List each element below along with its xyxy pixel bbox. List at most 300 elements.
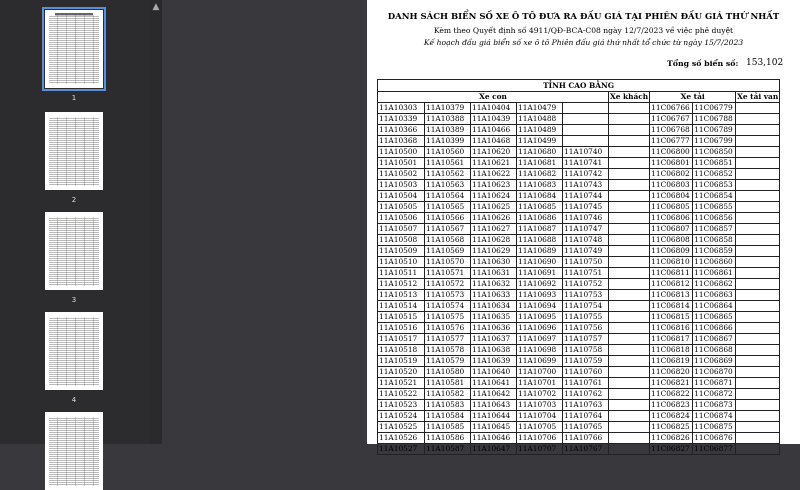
plate-cell: 11A10686 <box>517 213 563 224</box>
plate-cell <box>609 367 650 378</box>
plate-cell: 11A10501 <box>378 158 425 169</box>
plate-cell: 11A10514 <box>378 301 425 312</box>
plate-cell: 11C06812 <box>650 279 693 290</box>
plate-cell: 11A10515 <box>378 312 425 323</box>
plate-cell <box>609 180 650 191</box>
plate-cell: 11A10645 <box>471 422 517 433</box>
plate-cell: 11A10685 <box>517 202 563 213</box>
plate-cell: 11A10577 <box>425 334 471 345</box>
page-thumbnail-4[interactable] <box>45 312 103 404</box>
plate-cell <box>736 378 780 389</box>
total-value: 153,102 <box>746 58 784 68</box>
plate-cell <box>563 114 609 125</box>
plate-cell: 11A10633 <box>471 290 517 301</box>
plate-cell <box>736 301 780 312</box>
plate-cell: 11A10740 <box>563 147 609 158</box>
plate-cell: 11C06877 <box>693 444 736 455</box>
plate-cell <box>736 444 780 455</box>
plate-cell <box>736 103 780 114</box>
plate-cell: 11A10622 <box>471 169 517 180</box>
plate-cell <box>609 301 650 312</box>
page-thumbnail-2[interactable] <box>45 112 103 204</box>
plate-cell: 11A10625 <box>471 202 517 213</box>
plate-cell: 11C06858 <box>693 235 736 246</box>
plate-cell: 11A10690 <box>517 257 563 268</box>
plate-cell <box>609 345 650 356</box>
plate-cell: 11A10707 <box>517 444 563 455</box>
table-row <box>378 444 780 455</box>
plate-cell: 11C06867 <box>693 334 736 345</box>
plate-cell: 11A10743 <box>563 180 609 191</box>
plate-cell: 11A10764 <box>563 411 609 422</box>
plate-cell: 11A10624 <box>471 191 517 202</box>
plate-cell <box>736 389 780 400</box>
plate-cell: 11A10628 <box>471 235 517 246</box>
plate-cell: 11C06768 <box>650 125 693 136</box>
plate-cell <box>609 158 650 169</box>
plate-cell: 11C06866 <box>693 323 736 334</box>
plate-cell: 11A10629 <box>471 246 517 257</box>
plate-cell: 11A10511 <box>378 268 425 279</box>
plate-cell: 11C06873 <box>693 400 736 411</box>
table-row <box>378 257 780 268</box>
plate-cell: 11C06799 <box>693 136 736 147</box>
column-header-xe-tai: Xe tải <box>650 92 736 103</box>
plate-cell: 11A10742 <box>563 169 609 180</box>
plate-cell <box>563 103 609 114</box>
plate-cell: 11A10527 <box>378 444 425 455</box>
plate-cell: 11A10519 <box>378 356 425 367</box>
table-row <box>378 235 780 246</box>
plate-cell <box>736 136 780 147</box>
plate-cell: 11A10634 <box>471 301 517 312</box>
plate-cell: 11C06814 <box>650 301 693 312</box>
plate-cell: 11A10681 <box>517 158 563 169</box>
plate-cell: 11A10379 <box>425 103 471 114</box>
plate-cell: 11C06803 <box>650 180 693 191</box>
plate-cell: 11A10689 <box>517 246 563 257</box>
plate-cell: 11C06779 <box>693 103 736 114</box>
plate-cell: 11A10631 <box>471 268 517 279</box>
plate-cell: 11A10754 <box>563 301 609 312</box>
table-row <box>378 367 780 378</box>
plate-cell: 11A10506 <box>378 213 425 224</box>
plate-cell: 11C06854 <box>693 191 736 202</box>
plate-cell <box>736 224 780 235</box>
plate-cell <box>609 125 650 136</box>
plate-cell <box>609 147 650 158</box>
plate-cell: 11A10503 <box>378 180 425 191</box>
plate-cell: 11A10526 <box>378 433 425 444</box>
plate-cell: 11A10745 <box>563 202 609 213</box>
plate-cell: 11A10746 <box>563 213 609 224</box>
plate-cell <box>609 257 650 268</box>
plate-cell: 11C06874 <box>693 411 736 422</box>
plate-cell: 11A10580 <box>425 367 471 378</box>
plate-cell: 11A10505 <box>378 202 425 213</box>
pdf-page <box>367 0 800 453</box>
plate-cell: 11A10570 <box>425 257 471 268</box>
plate-cell: 11A10704 <box>517 411 563 422</box>
plate-cell: 11A10636 <box>471 323 517 334</box>
plate-cell: 11C06800 <box>650 147 693 158</box>
plate-cell: 11A10568 <box>425 235 471 246</box>
plate-cell <box>609 268 650 279</box>
plate-cell: 11C06851 <box>693 158 736 169</box>
table-row <box>378 400 780 411</box>
plate-cell <box>563 125 609 136</box>
plate-cell: 11A10523 <box>378 400 425 411</box>
plate-cell <box>609 378 650 389</box>
plate-cell <box>736 356 780 367</box>
plate-cell: 11A10404 <box>471 103 517 114</box>
plate-cell: 11C06852 <box>693 169 736 180</box>
plate-cell: 11A10517 <box>378 334 425 345</box>
column-header-xe-khach: Xe khách <box>610 92 649 101</box>
plate-cell: 11A10705 <box>517 422 563 433</box>
table-row <box>378 290 780 301</box>
plate-cell: 11A10586 <box>425 433 471 444</box>
plate-cell: 11A10750 <box>563 257 609 268</box>
plate-cell <box>736 433 780 444</box>
plate-cell: 11A10479 <box>517 103 563 114</box>
plate-cell: 11A10638 <box>471 345 517 356</box>
table-row <box>378 323 780 334</box>
plate-cell <box>736 180 780 191</box>
plate-cell: 11A10759 <box>563 356 609 367</box>
plate-cell <box>736 334 780 345</box>
plate-cell: 11A10569 <box>425 246 471 257</box>
plate-cell: 11A10642 <box>471 389 517 400</box>
plate-cell: 11A10680 <box>517 147 563 158</box>
plate-cell: 11A10760 <box>563 367 609 378</box>
plate-cell <box>609 202 650 213</box>
plate-cell: 11A10692 <box>517 279 563 290</box>
plate-cell: 11C06816 <box>650 323 693 334</box>
plate-cell <box>736 279 780 290</box>
plate-cell <box>736 147 780 158</box>
plate-cell: 11A10744 <box>563 191 609 202</box>
plate-cell: 11C06806 <box>650 213 693 224</box>
plate-cell: 11A10751 <box>563 268 609 279</box>
thumbnail-sidebar <box>0 0 150 444</box>
plate-cell: 11C06859 <box>693 246 736 257</box>
plate-cell: 11A10639 <box>471 356 517 367</box>
plate-cell: 11A10502 <box>378 169 425 180</box>
plate-cell: 11A10567 <box>425 224 471 235</box>
table-row <box>378 411 780 422</box>
plate-cell: 11A10701 <box>517 378 563 389</box>
plate-cell <box>609 235 650 246</box>
thumbnail-image <box>45 10 103 88</box>
plate-cell <box>609 411 650 422</box>
plate-cell <box>736 114 780 125</box>
plate-cell: 11A10468 <box>471 136 517 147</box>
plate-cell <box>609 191 650 202</box>
table-row <box>378 389 780 400</box>
plate-cell <box>609 356 650 367</box>
plate-cell <box>736 169 780 180</box>
plate-cell: 11A10507 <box>378 224 425 235</box>
document-plan-note: Kế hoạch đấu giá biển số xe ô tô Phiên đấu giá thứ nhất tổ chức từ ngày 15/7/2023 <box>423 38 744 47</box>
plate-cell: 11C06815 <box>650 312 693 323</box>
plate-cell: 11C06808 <box>650 235 693 246</box>
plate-cell: 11C06804 <box>650 191 693 202</box>
table-row <box>378 147 780 158</box>
plate-cell: 11A10766 <box>563 433 609 444</box>
plate-cell: 11A10366 <box>378 125 425 136</box>
plate-cell: 11C06823 <box>650 400 693 411</box>
plate-cell <box>736 422 780 433</box>
plate-cell <box>736 202 780 213</box>
table-row <box>378 136 780 147</box>
plate-cell: 11C06860 <box>693 257 736 268</box>
plate-cell: 11A10525 <box>378 422 425 433</box>
plate-cell: 11A10687 <box>517 224 563 235</box>
table-row <box>378 301 780 312</box>
plate-cell: 11A10626 <box>471 213 517 224</box>
plate-cell: 11A10691 <box>517 268 563 279</box>
plate-cell: 11A10512 <box>378 279 425 290</box>
plate-cell: 11A10753 <box>563 290 609 301</box>
plate-cell: 11A10623 <box>471 180 517 191</box>
plate-cell: 11A10630 <box>471 257 517 268</box>
plate-cell: 11A10399 <box>425 136 471 147</box>
table-row <box>378 213 780 224</box>
plate-cell: 11A10762 <box>563 389 609 400</box>
plate-cell <box>609 213 650 224</box>
plate-cell: 11A10562 <box>425 169 471 180</box>
plate-cell: 11A10741 <box>563 158 609 169</box>
plate-cell: 11A10702 <box>517 389 563 400</box>
plate-cell: 11A10521 <box>378 378 425 389</box>
plate-cell: 11C06853 <box>693 180 736 191</box>
plate-cell <box>736 367 780 378</box>
plate-cell: 11A10700 <box>517 367 563 378</box>
plate-cell: 11A10748 <box>563 235 609 246</box>
plate-cell: 11A10646 <box>471 433 517 444</box>
sidebar-scrollbar[interactable] <box>150 0 162 444</box>
plate-cell: 11C06810 <box>650 257 693 268</box>
plate-cell: 11A10694 <box>517 301 563 312</box>
plate-cell: 11A10756 <box>563 323 609 334</box>
plate-cell: 11A10697 <box>517 334 563 345</box>
plate-cell <box>736 246 780 257</box>
plate-cell: 11C06766 <box>650 103 693 114</box>
plate-cell: 11A10752 <box>563 279 609 290</box>
plate-cell: 11A10504 <box>378 191 425 202</box>
plate-cell: 11A10561 <box>425 158 471 169</box>
plate-cell: 11C06871 <box>693 378 736 389</box>
plate-cell <box>736 268 780 279</box>
plate-cell: 11A10489 <box>517 125 563 136</box>
plate-cell: 11A10696 <box>517 323 563 334</box>
plate-cell: 11A10755 <box>563 312 609 323</box>
plate-cell: 11A10620 <box>471 147 517 158</box>
plate-cell: 11C06865 <box>693 312 736 323</box>
plate-cell: 11A10698 <box>517 345 563 356</box>
plate-cell: 11A10647 <box>471 444 517 455</box>
plate-cell <box>736 191 780 202</box>
plate-cell: 11C06807 <box>650 224 693 235</box>
plate-cell: 11A10566 <box>425 213 471 224</box>
table-row <box>378 422 780 433</box>
plate-cell: 11A10635 <box>471 312 517 323</box>
plate-cell <box>609 323 650 334</box>
plate-cell <box>609 169 650 180</box>
plate-cell: 11A10683 <box>517 180 563 191</box>
plate-cell <box>736 345 780 356</box>
plate-cell: 11A10643 <box>471 400 517 411</box>
plate-cell: 11C06777 <box>650 136 693 147</box>
page-thumbnail-3[interactable] <box>45 212 103 304</box>
plate-cell: 11C06857 <box>693 224 736 235</box>
plate-cell: 11A10699 <box>517 356 563 367</box>
plate-cell: 11A10695 <box>517 312 563 323</box>
table-row <box>378 224 780 235</box>
table-row <box>378 378 780 389</box>
plate-cell <box>736 323 780 334</box>
document-viewer[interactable] <box>162 0 800 453</box>
plate-cell: 11A10587 <box>425 444 471 455</box>
plate-cell: 11A10640 <box>471 367 517 378</box>
plate-cell <box>609 444 650 455</box>
table-row <box>378 356 780 367</box>
thumbnail-image <box>45 312 103 390</box>
plate-cell: 11A10522 <box>378 389 425 400</box>
thumbnail-image <box>45 412 103 490</box>
plate-cell: 11A10565 <box>425 202 471 213</box>
plate-cell: 11A10579 <box>425 356 471 367</box>
plate-cell: 11C06819 <box>650 356 693 367</box>
plate-cell: 11A10582 <box>425 389 471 400</box>
plate-cell: 11C06813 <box>650 290 693 301</box>
table-row <box>378 202 780 213</box>
plate-cell: 11A10576 <box>425 323 471 334</box>
plate-cell: 11A10303 <box>378 103 425 114</box>
plate-cell: 11C06863 <box>693 290 736 301</box>
plate-cell: 11A10389 <box>425 125 471 136</box>
plate-cell: 11C06826 <box>650 433 693 444</box>
plate-cell: 11A10508 <box>378 235 425 246</box>
plate-cell: 11C06825 <box>650 422 693 433</box>
plate-cell: 11A10572 <box>425 279 471 290</box>
plate-cell: 11C06869 <box>693 356 736 367</box>
plate-cell: 11A10763 <box>563 400 609 411</box>
plate-cell: 11C06856 <box>693 213 736 224</box>
plate-cell: 11A10693 <box>517 290 563 301</box>
plate-cell: 11C06864 <box>693 301 736 312</box>
table-row <box>378 246 780 257</box>
table-row <box>378 114 780 125</box>
plate-cell: 11C06861 <box>693 268 736 279</box>
plate-cell: 11A10575 <box>425 312 471 323</box>
total-label: Tổng số biển số: <box>667 59 739 68</box>
plate-cell <box>736 411 780 422</box>
plate-cell: 11A10488 <box>517 114 563 125</box>
plate-cell: 11C06789 <box>693 125 736 136</box>
plate-cell: 11A10500 <box>378 147 425 158</box>
plate-cell <box>609 290 650 301</box>
plate-cell <box>609 246 650 257</box>
scroll-up-arrow-icon[interactable]: ▲ <box>152 2 160 12</box>
plate-cell <box>609 103 650 114</box>
plate-cell: 11A10621 <box>471 158 517 169</box>
plate-cell <box>609 136 650 147</box>
plate-cell: 11C06868 <box>693 345 736 356</box>
plate-cell <box>609 279 650 290</box>
table-row <box>378 279 780 290</box>
plate-cell <box>609 422 650 433</box>
table-row <box>378 191 780 202</box>
document-subtitle: Kèm theo Quyết định số 4911/QĐ-BCA-C08 ngày 12/7/2023 về việc phê duyệt <box>433 26 734 35</box>
plate-cell: 11C06824 <box>650 411 693 422</box>
plate-cell <box>609 224 650 235</box>
plate-cell: 11C06862 <box>693 279 736 290</box>
plate-cell: 11C06820 <box>650 367 693 378</box>
plate-cell <box>736 235 780 246</box>
table-row <box>378 334 780 345</box>
plate-cell: 11A10644 <box>471 411 517 422</box>
plate-cell: 11A10682 <box>517 169 563 180</box>
plate-cell: 11A10563 <box>425 180 471 191</box>
table-row <box>378 433 780 444</box>
plate-cell <box>736 125 780 136</box>
plate-cell: 11A10510 <box>378 257 425 268</box>
plate-cell: 11A10757 <box>563 334 609 345</box>
plate-cell: 11A10767 <box>563 444 609 455</box>
table-row <box>378 169 780 180</box>
plate-cell: 11C06805 <box>650 202 693 213</box>
page-thumbnail-5-partial[interactable] <box>45 412 103 490</box>
plate-cell: 11C06767 <box>650 114 693 125</box>
plate-cell: 11C06801 <box>650 158 693 169</box>
plate-cell: 11A10571 <box>425 268 471 279</box>
plate-cell: 11A10560 <box>425 147 471 158</box>
plate-cell: 11A10516 <box>378 323 425 334</box>
plate-cell: 11A10513 <box>378 290 425 301</box>
plate-cell: 11A10509 <box>378 246 425 257</box>
plate-cell: 11C06822 <box>650 389 693 400</box>
plate-cell: 11C06809 <box>650 246 693 257</box>
plate-cell: 11C06788 <box>693 114 736 125</box>
plate-cell: 11A10583 <box>425 400 471 411</box>
plate-cell: 11A10758 <box>563 345 609 356</box>
plate-cell: 11C06850 <box>693 147 736 158</box>
plate-cell: 11A10641 <box>471 378 517 389</box>
column-header-xe-con: Xe con <box>378 92 609 103</box>
plate-cell: 11A10520 <box>378 367 425 378</box>
plate-cell: 11A10524 <box>378 411 425 422</box>
plate-cell <box>736 213 780 224</box>
plate-cell: 11C06827 <box>650 444 693 455</box>
plate-cell: 11A10518 <box>378 345 425 356</box>
plate-cell: 11C06855 <box>693 202 736 213</box>
plate-cell <box>609 312 650 323</box>
plate-cell: 11A10706 <box>517 433 563 444</box>
plate-cell <box>736 312 780 323</box>
plate-cell: 11A10439 <box>471 114 517 125</box>
table-row <box>378 312 780 323</box>
plate-cell: 11A10747 <box>563 224 609 235</box>
plate-cell <box>736 257 780 268</box>
plate-cell: 11A10466 <box>471 125 517 136</box>
plate-cell: 11C06870 <box>693 367 736 378</box>
page-thumbnail-1[interactable] <box>45 10 103 102</box>
table-row <box>378 345 780 356</box>
plate-cell: 11A10703 <box>517 400 563 411</box>
table-row <box>378 268 780 279</box>
